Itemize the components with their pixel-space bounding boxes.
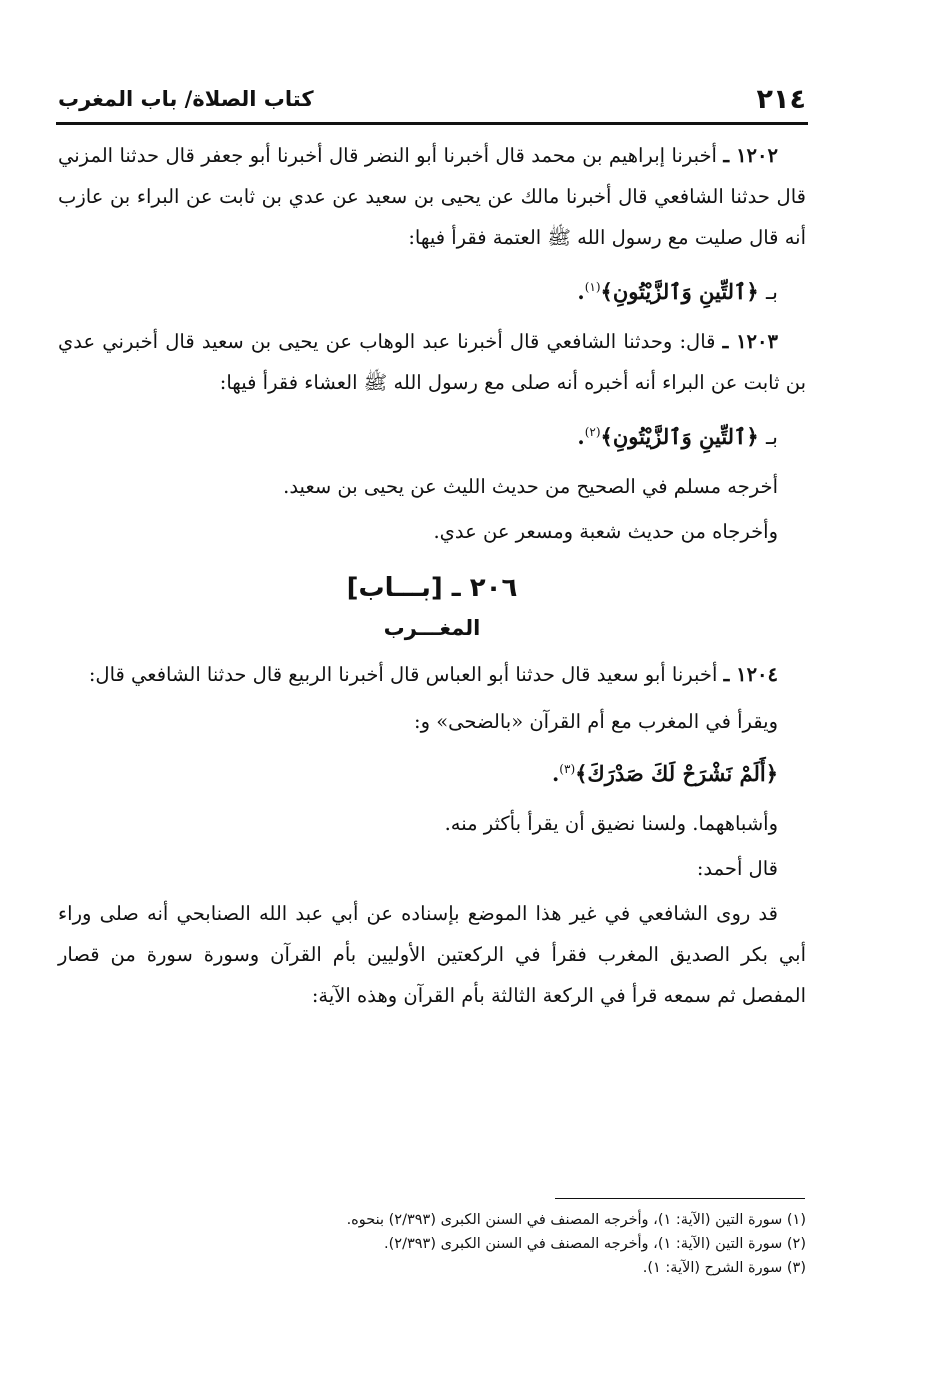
footnote-marker: (١)	[584, 280, 601, 294]
quran-verse	[58, 746, 806, 797]
hadith-number: ١٢٠٣ ـ	[722, 330, 778, 353]
hadith-1203	[58, 321, 806, 403]
header-divider	[56, 122, 808, 125]
hadith-1202	[58, 135, 806, 258]
verse-text: ﴿ٱلتِّينِ وَٱلزَّيْتُونِ﴾	[600, 279, 759, 304]
text-line: ويقرأ في المغرب مع أم القرآن «بالضحى» و:	[414, 710, 778, 733]
verse-end: .	[551, 761, 560, 786]
footnote-divider	[555, 1198, 805, 1199]
footnotes	[58, 1208, 806, 1280]
footnote: (١) سورة التين (الآية: ١)، وأخرجه المصنف في السنن الكبرى (٢/٣٩٣) بنحوه.	[346, 1212, 806, 1228]
hadith-number: ١٢٠٤ ـ	[723, 663, 778, 686]
footnote-marker: (٢)	[584, 425, 601, 439]
page-number: ٢١٤	[756, 83, 806, 115]
chapter-heading	[58, 568, 806, 648]
verse-text: ﴿ٱلتِّينِ وَٱلزَّيْتُونِ﴾	[600, 424, 759, 449]
takhrij-line: وأخرجاه من حديث شعبة ومسعر عن عدي.	[433, 520, 778, 543]
takhrij-line: أخرجه مسلم في الصحيح من حديث الليث عن يحيى بن سعيد.	[283, 475, 778, 498]
hadith-text: أخبرنا أبو سعيد قال حدثنا أبو العباس قال أخبرنا الربيع قال حدثنا الشافعي قال:	[88, 663, 718, 686]
text-line: قال أحمد:	[696, 857, 778, 880]
footnote: (٢) سورة التين (الآية: ١)، وأخرجه المصنف في السنن الكبرى (٢/٣٩٣).	[384, 1236, 806, 1252]
hadith-text: قال: وحدثنا الشافعي قال أخبرنا عبد الوهاب عن يحيى بن سعيد قال أخبرني عدي بن ثابت عن البراء أنه أخبره أنه صلى مع رسول الله ﷺ العشاء فقرأ فيها:	[58, 330, 806, 394]
quran-verse	[58, 409, 806, 460]
verse-end: .	[577, 424, 585, 449]
verse-lead: بـ	[766, 425, 778, 449]
quran-verse	[58, 264, 806, 315]
text-line: وأشباههما. ولسنا نضيق أن يقرأ بأكثر منه.	[444, 812, 778, 835]
verse-text: ﴿أَلَمْ نَشْرَحْ لَكَ صَدْرَكَ﴾	[575, 761, 778, 786]
section-title: كتاب الصلاة/ باب المغرب	[58, 87, 314, 111]
verse-lead: بـ	[766, 280, 778, 304]
hadith-number: ١٢٠٢ ـ	[723, 144, 778, 167]
footnote: (٣) سورة الشرح (الآية: ١).	[642, 1260, 806, 1276]
closing-paragraph: قد روى الشافعي في غير هذا الموضع بإسناده عن أبي عبد الله الصنابحي أنه صلى وراء أبي بكر الصديق المغرب فقرأ في الركعتين الأوليين بأم القرآن وسورة سورة من قصار المفصل ثم سمعه قرأ في الركعة الثالثة بأم القرآن وهذه الآية:	[58, 902, 806, 1007]
page-body	[58, 135, 806, 1022]
hadith-1204	[58, 654, 806, 695]
verse-end: .	[577, 279, 585, 304]
chapter-number: ٢٠٦ ـ [بـــاب]	[346, 573, 518, 603]
running-head	[58, 80, 806, 118]
footnote-marker: (٣)	[559, 762, 576, 776]
hadith-text: أخبرنا إبراهيم بن محمد قال أخبرنا أبو النضر قال أخبرنا أبو جعفر قال حدثنا المزني قال حدثنا الشافعي قال أخبرنا مالك عن يحيى بن سعيد عن عدي بن ثابت عن البراء بن عازب أنه قال صليت مع رسول الله ﷺ العتمة فقرأ فيها:	[58, 144, 806, 249]
chapter-name: المغـــرب	[383, 616, 481, 640]
